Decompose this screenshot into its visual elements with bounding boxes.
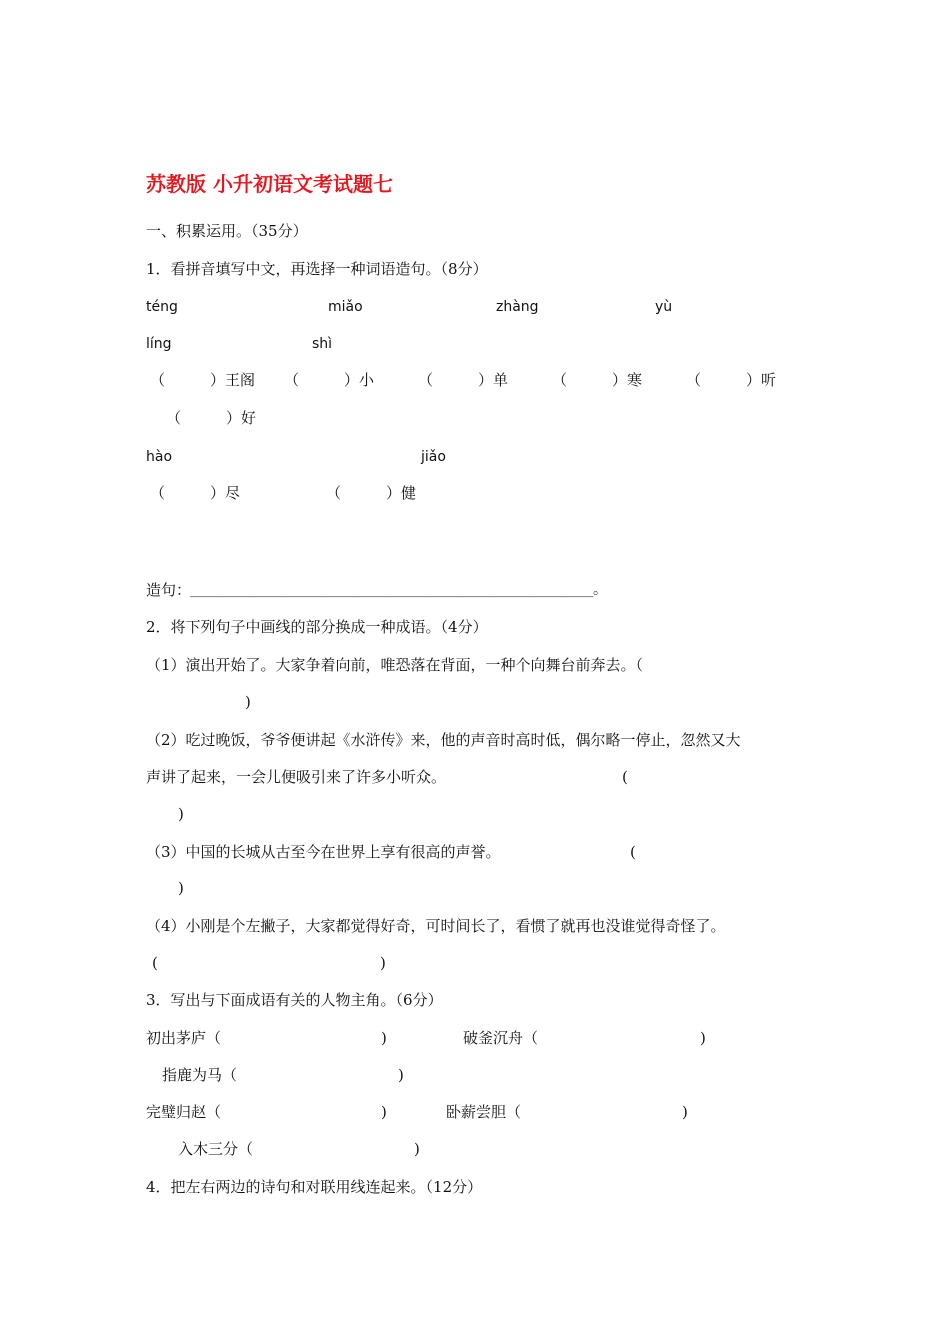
blank-hao[interactable]: （ ）好: [166, 409, 257, 427]
idiom-zhiluweima: 指鹿为马（: [162, 1066, 238, 1084]
blank-dan[interactable]: （ ）单: [418, 371, 509, 389]
pinyin-shi: shì: [312, 336, 333, 352]
blank-xiao[interactable]: （ ）小: [284, 371, 375, 389]
idiom-3-close: ): [398, 1066, 404, 1084]
q2-prompt: 2．将下列句子中画线的部分换成一种成语。（4分）: [146, 618, 488, 636]
idiom-rumusanfen: 入木三分（: [178, 1140, 254, 1158]
pinyin-jiao: jiǎo: [421, 449, 446, 465]
q2-s4-open: (: [152, 954, 158, 972]
idiom-1-close: ): [381, 1029, 387, 1047]
q2-s3-close: ): [178, 879, 184, 897]
blank-wangge[interactable]: （ ）王阁: [150, 371, 256, 389]
idiom-pofuchenzhou: 破釜沉舟（: [463, 1029, 539, 1047]
pinyin-teng: téng: [146, 299, 178, 315]
blank-jian[interactable]: （ ）健: [326, 484, 417, 502]
q2-sentence-4: （4）小刚是个左撇子，大家都觉得好奇，可时间长了，看惯了就再也没谁觉得奇怪了。: [146, 917, 726, 935]
idiom-5-close: ): [682, 1103, 688, 1121]
q2-sentence-2-line1: （2）吃过晚饭，爷爷便讲起《水浒传》来，他的声音时高时低，偶尔略一停止，忽然又大: [146, 731, 741, 749]
idiom-6-close: ): [414, 1140, 420, 1158]
q3-prompt: 3．写出与下面成语有关的人物主角。（6分）: [146, 991, 443, 1009]
blank-jin[interactable]: （ ）尽: [150, 484, 241, 502]
blank-ting[interactable]: （ ）听: [686, 371, 777, 389]
q2-s1-close: ): [245, 693, 251, 711]
q2-s2-close: ): [178, 805, 184, 823]
q2-s2-open: (: [622, 768, 628, 786]
sentence-line[interactable]: ______________________________________________________________。: [190, 582, 607, 598]
q2-s4-close: ): [380, 954, 386, 972]
pinyin-ling: líng: [146, 336, 172, 352]
q2-sentence-1: （1）演出开始了。大家争着向前，唯恐落在背面，一种个向舞台前奔去。（: [146, 656, 644, 674]
q4-prompt: 4．把左右两边的诗句和对联用线连起来。（12分）: [146, 1178, 483, 1196]
q2-sentence-2-line2: 声讲了起来，一会儿便吸引来了许多小听众。: [146, 768, 447, 786]
page-title: 苏教版 小升初语文考试题七: [146, 172, 393, 196]
q2-sentence-3: （3）中国的长城从古至今在世界上享有很高的声誉。: [146, 843, 501, 861]
idiom-chuchumaolu: 初出茅庐（: [146, 1029, 222, 1047]
pinyin-hao: hào: [146, 449, 173, 465]
section-heading: 一、积累运用。（35分）: [146, 222, 308, 240]
pinyin-yu: yù: [655, 299, 673, 315]
pinyin-zhang: zhàng: [496, 299, 539, 315]
idiom-wanbiguizhao: 完璧归赵（: [146, 1103, 222, 1121]
idiom-woxinchangdan: 卧薪尝胆（: [446, 1103, 522, 1121]
idiom-2-close: ): [700, 1029, 706, 1047]
q1-prompt: 1．看拼音填写中文，再选择一种词语造句。（8分）: [146, 260, 488, 278]
idiom-4-close: ): [381, 1103, 387, 1121]
q2-s3-open: (: [630, 843, 636, 861]
blank-han[interactable]: （ ）寒: [552, 371, 643, 389]
sentence-label: 造句：: [146, 581, 192, 599]
pinyin-miao: miǎo: [328, 299, 363, 315]
